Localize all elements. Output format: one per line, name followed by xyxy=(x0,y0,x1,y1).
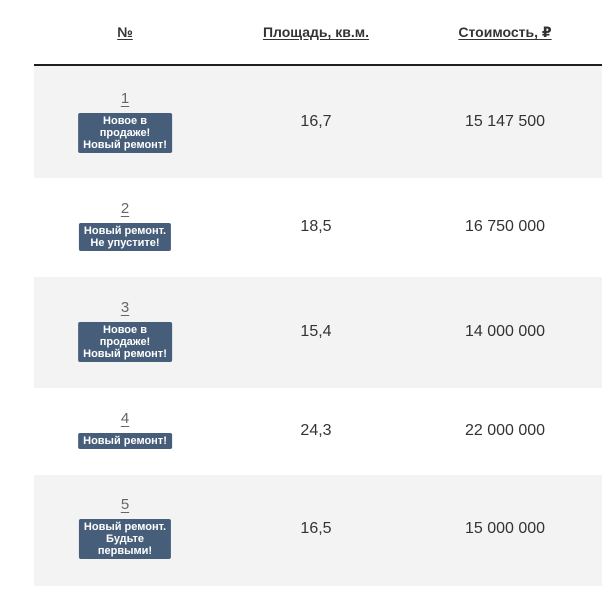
area-value: 15,4 xyxy=(300,323,332,340)
price-value: 15 000 000 xyxy=(464,520,546,537)
price-value: 15 147 500 xyxy=(464,113,546,130)
row-number-cell xyxy=(79,497,171,559)
header-price[interactable]: Стоимость, ₽ xyxy=(458,24,552,40)
row-number-link[interactable]: 3 xyxy=(120,299,130,316)
area-value: 18,5 xyxy=(300,218,332,235)
row-number-link[interactable]: 1 xyxy=(120,90,130,107)
table-header xyxy=(34,0,602,66)
row-number-cell xyxy=(78,300,172,362)
area-value: 24,3 xyxy=(300,422,332,439)
apartments-table xyxy=(34,0,602,586)
table-row[interactable] xyxy=(34,388,602,475)
area-value: 16,7 xyxy=(300,113,332,130)
table-row[interactable] xyxy=(34,178,602,277)
table-row[interactable] xyxy=(34,277,602,388)
price-value: 22 000 000 xyxy=(464,422,546,439)
row-number-link[interactable]: 2 xyxy=(120,200,130,217)
status-badge: Новый ремонт. Не упустите! xyxy=(79,223,171,251)
price-value: 16 750 000 xyxy=(464,218,546,235)
row-number-cell xyxy=(78,91,172,153)
table-row[interactable] xyxy=(34,475,602,586)
status-badge: Новое в продаже! Новый ремонт! xyxy=(78,322,172,362)
row-number-cell xyxy=(79,201,171,251)
price-value: 14 000 000 xyxy=(464,323,546,340)
row-number-cell xyxy=(78,411,172,449)
row-number-link[interactable]: 5 xyxy=(120,496,130,513)
status-badge: Новый ремонт. Будьте первыми! xyxy=(79,519,171,559)
area-value: 16,5 xyxy=(300,520,332,537)
status-badge: Новое в продаже! Новый ремонт! xyxy=(78,113,172,153)
status-badge: Новый ремонт! xyxy=(78,433,172,449)
row-number-link[interactable]: 4 xyxy=(120,410,130,427)
header-number[interactable]: № xyxy=(117,24,133,40)
table-row[interactable] xyxy=(34,66,602,178)
header-area[interactable]: Площадь, кв.м. xyxy=(262,24,370,40)
